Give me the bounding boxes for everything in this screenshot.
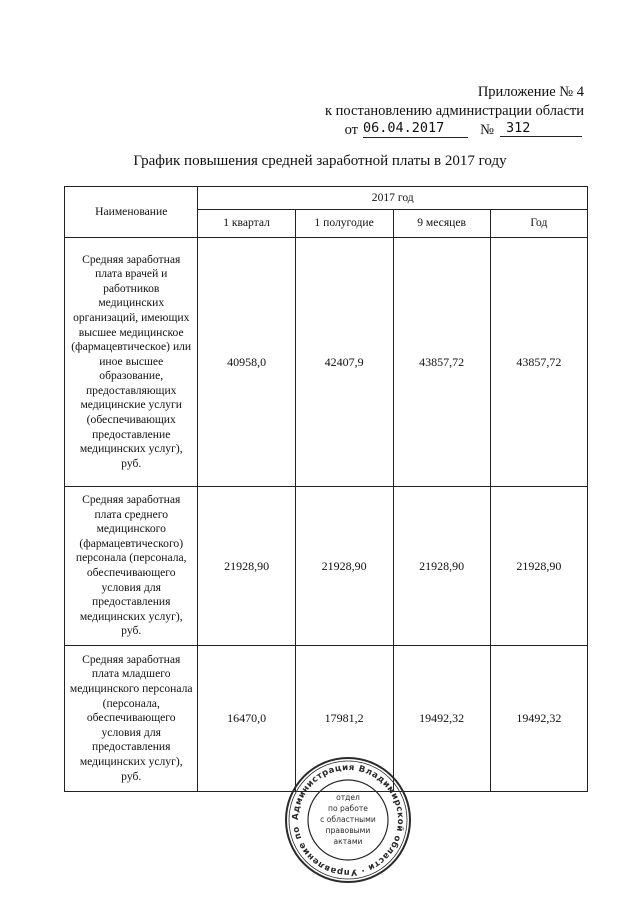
document-header xyxy=(284,83,584,142)
stamp-line: отдел xyxy=(336,793,360,802)
date-prefix: от xyxy=(344,122,358,138)
stamp-line: правовыми xyxy=(325,826,371,835)
table-cell: 16470,0 xyxy=(198,646,295,792)
stamp-ring-text: Администрация Владимирской области · Управление по xyxy=(290,762,406,878)
table-cell: 17981,2 xyxy=(295,646,393,792)
table-cell: 43857,72 xyxy=(490,238,587,487)
table-cell: 42407,9 xyxy=(295,238,393,487)
order-number: 312 xyxy=(500,119,582,137)
table-cell: 21928,90 xyxy=(295,487,393,646)
row-label: Средняя заработная плата среднего медицинского (фармацевтического) персонала (персонала, обеспечивающего условия для предоставления медицинских услуг), руб. xyxy=(65,487,198,646)
table-cell: 21928,90 xyxy=(490,487,587,646)
table-cell: 21928,90 xyxy=(198,487,295,646)
stamp-line: актами xyxy=(333,837,363,846)
table-cell: 43857,72 xyxy=(393,238,490,487)
row-label: Средняя заработная плата врачей и работников медицинских организаций, имеющих высшее медицинское (фармацевтическое) или иное высшее образование, предоставляющих медицинские услуги (обеспечивающих предоставление медицинских услуг), руб. xyxy=(65,238,198,487)
appendix-label: Приложение № 4 xyxy=(477,84,584,100)
stamp-seal-icon xyxy=(283,755,413,885)
table-cell: 19492,32 xyxy=(490,646,587,792)
table-cell: 21928,90 xyxy=(393,487,490,646)
year-header: 2017 год xyxy=(198,187,588,210)
row-label: Средняя заработная плата младшего медицинского персонала (персонала, обеспечивающего условия для предоставления медицинских услуг), руб. xyxy=(65,646,198,792)
name-header: Наименование xyxy=(65,187,198,238)
salary-schedule-table xyxy=(64,186,588,792)
table-row xyxy=(65,487,588,646)
column-header-q1: 1 квартал xyxy=(198,210,295,238)
table-cell: 40958,0 xyxy=(198,238,295,487)
table-cell: 19492,32 xyxy=(393,646,490,792)
column-header-h1: 1 полугодие xyxy=(295,210,393,238)
document-title: График повышения средней заработной платы в 2017 году xyxy=(133,153,507,169)
resolution-label: к постановлению администрации области xyxy=(324,103,584,119)
number-prefix: № xyxy=(480,122,494,138)
order-details xyxy=(284,121,584,142)
stamp-line: по работе xyxy=(328,804,368,813)
order-date: 06.04.2017 xyxy=(363,119,468,138)
stamp-line: с областными xyxy=(320,815,376,824)
column-header-year: Год xyxy=(490,210,587,238)
table-row xyxy=(65,238,588,487)
column-header-9m: 9 месяцев xyxy=(393,210,490,238)
official-stamp xyxy=(283,755,413,885)
